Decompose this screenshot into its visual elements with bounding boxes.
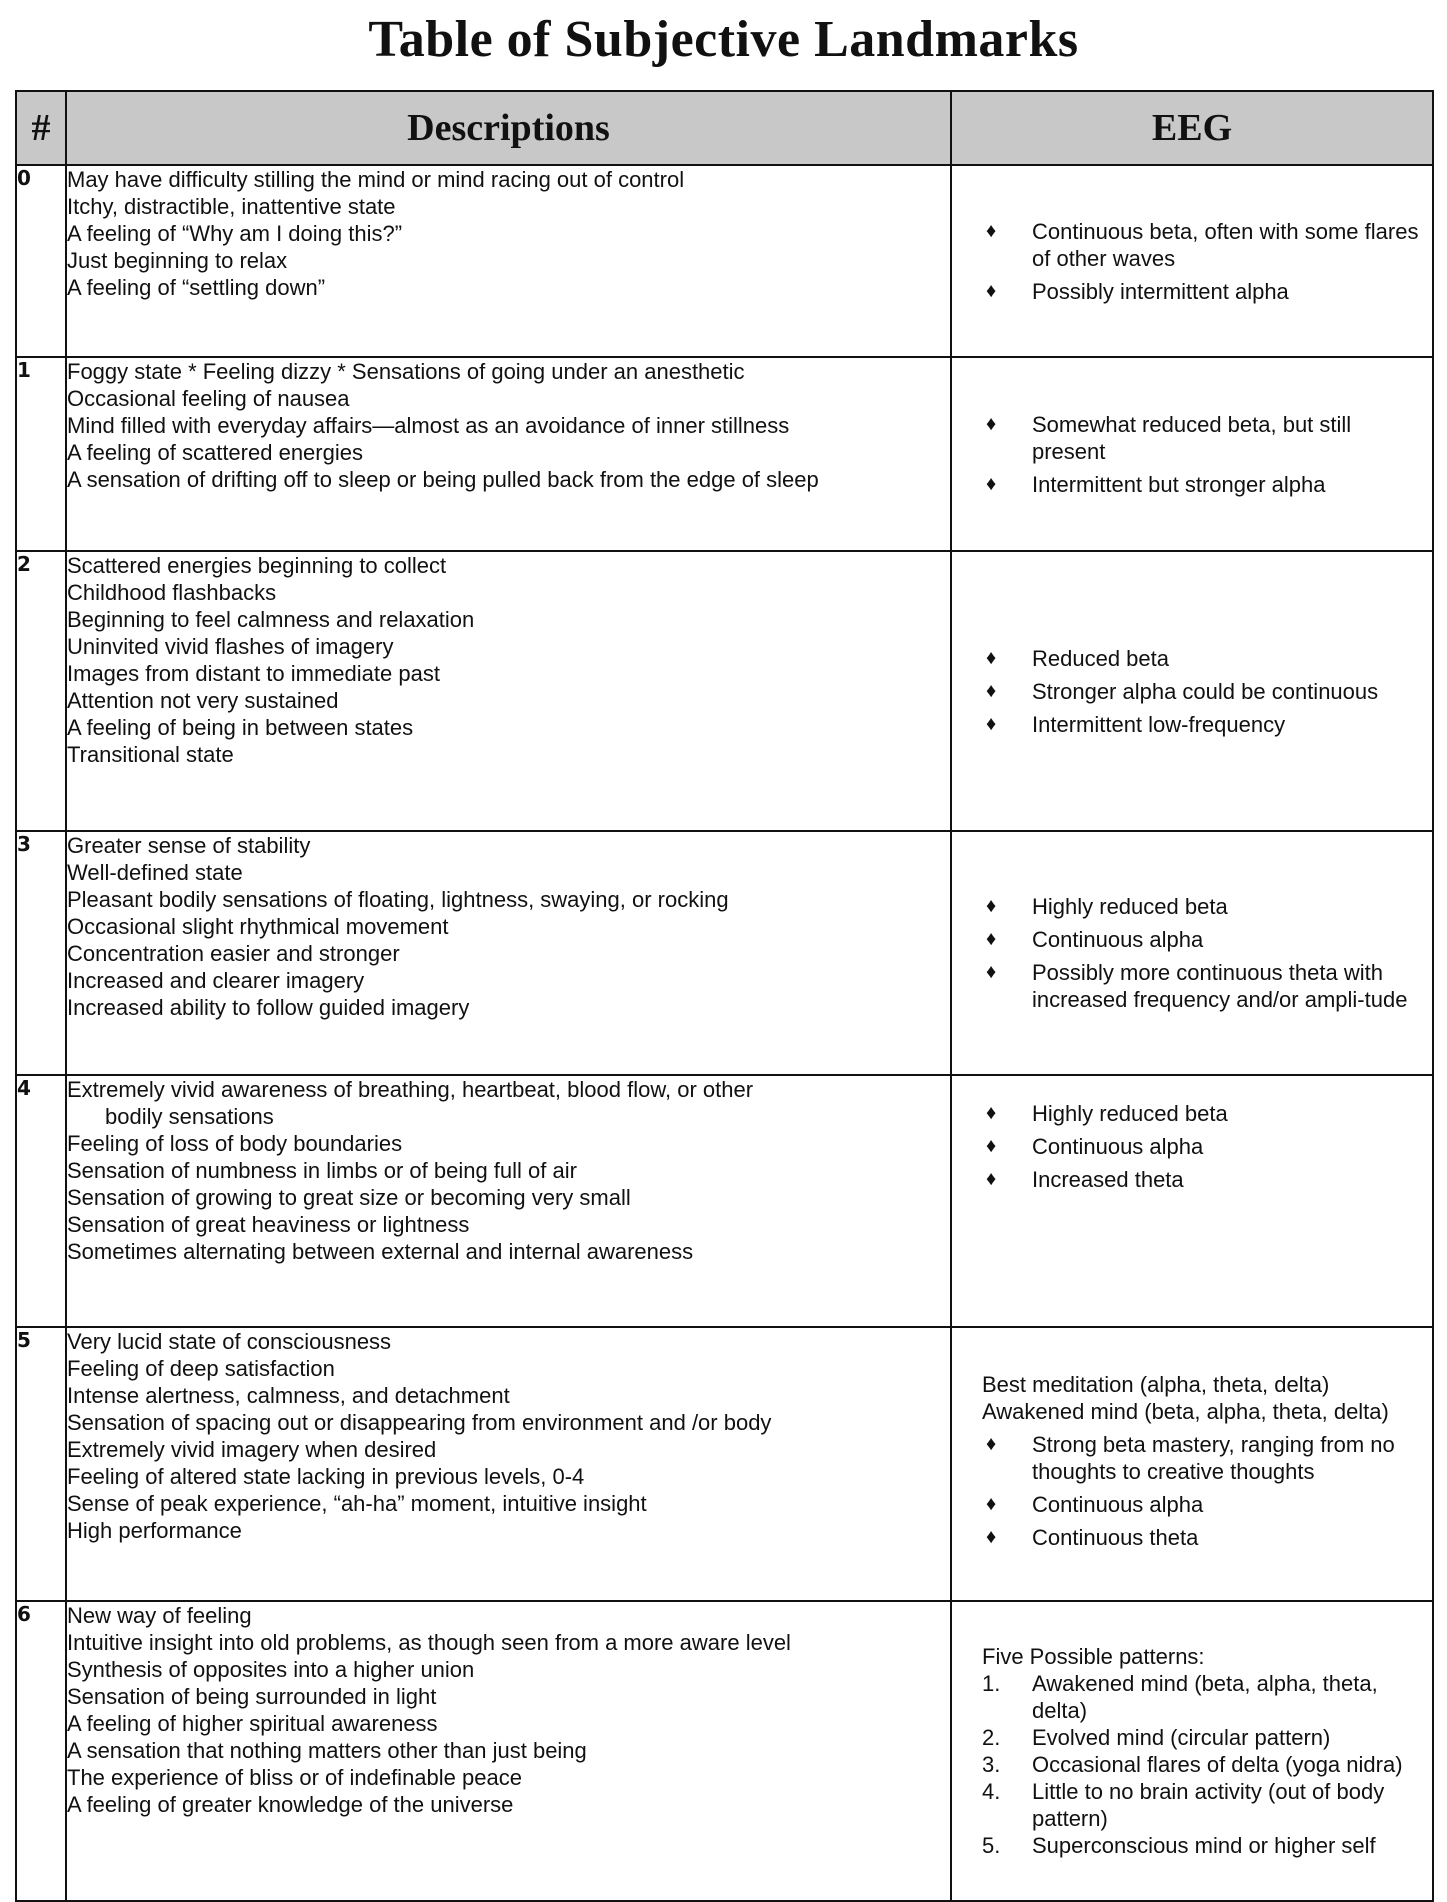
pattern-item [982,1724,1420,1751]
description-line: Mind filled with everyday affairs—almost as an avoidance of inner stillness [67,413,790,438]
pattern-number: 3. [982,1752,1001,1777]
eeg-text: Continuous alpha [1032,1492,1204,1517]
pattern-number: 2. [982,1725,1001,1750]
diamond-bullet-icon: ♦ [986,1135,997,1157]
diamond-bullet-icon: ♦ [986,219,997,242]
description-line: Scattered energies beginning to collect [67,553,447,578]
description-line: Pleasant bodily sensations of floating, lightness, swaying, or rocking [67,887,729,912]
description-line: High performance [67,1518,242,1543]
description-line: Sense of peak experience, “ah-ha” moment, intuitive insight [67,1491,647,1516]
diamond-bullet-icon: ♦ [986,961,997,983]
eeg-bullet-item [982,1133,1420,1160]
eeg-text: Strong beta mastery, ranging from no thoughts to creative thoughts [1032,1432,1395,1484]
description-line: A feeling of higher spiritual awareness [67,1711,438,1736]
description-line: Sensation of spacing out or disappearing from environment and /or body [67,1410,772,1435]
row-descriptions [66,1075,951,1327]
row-number: 2 [16,551,66,831]
eeg-bullet-item [982,1491,1420,1518]
page-title: Table of Subjective Landmarks [368,11,1079,68]
row-eeg [951,1601,1433,1901]
row-number: 5 [16,1327,66,1601]
description-line: A sensation that nothing matters other than just being [67,1738,587,1763]
diamond-bullet-icon: ♦ [986,1526,997,1548]
pattern-item [982,1778,1420,1832]
row-number: 6 [16,1601,66,1901]
diamond-bullet-icon: ♦ [986,412,997,435]
eeg-bullet-item [982,926,1420,953]
row-number: 1 [16,357,66,551]
diamond-bullet-icon: ♦ [986,1493,997,1515]
row-descriptions [66,357,951,551]
diamond-bullet-icon: ♦ [986,1433,997,1455]
eeg-bullet-item [982,959,1420,1013]
diamond-bullet-icon: ♦ [986,895,997,917]
description-line: Images from distant to immediate past [67,661,440,686]
pattern-text: Awakened mind (beta, alpha, theta, delta) [1032,1671,1378,1723]
description-line: A feeling of scattered energies [67,440,363,465]
pattern-number: 4. [982,1779,1001,1804]
diamond-bullet-icon: ♦ [986,1102,997,1124]
pattern-text: Superconscious mind or higher self [1032,1833,1376,1858]
eeg-text: Continuous alpha [1032,927,1204,952]
eeg-text: Highly reduced beta [1032,1101,1228,1126]
description-line: May have difficulty stilling the mind or mind racing out of control [67,167,685,192]
eeg-bullet-item [982,711,1420,738]
pattern-item [982,1832,1420,1859]
description-line: Beginning to feel calmness and relaxation [67,607,475,632]
eeg-intro-line: Best meditation (alpha, theta, delta) [982,1372,1330,1397]
table-row [16,1601,1433,1901]
description-line: Uninvited vivid flashes of imagery [67,634,394,659]
header-descriptions: Descriptions [66,91,951,165]
table-row [16,1327,1433,1601]
eeg-text: Possibly intermittent alpha [1032,278,1289,304]
eeg-bullet-item [982,678,1420,705]
description-line: Feeling of deep satisfaction [67,1356,335,1381]
eeg-bullet-item [982,645,1420,672]
table-row [16,551,1433,831]
eeg-bullet-item [982,218,1420,272]
row-eeg [951,1327,1433,1601]
description-line: Just beginning to relax [67,248,288,273]
row-number: 3 [16,831,66,1075]
description-line: A feeling of being in between states [67,715,414,740]
eeg-text: Intermittent but stronger alpha [1032,471,1326,497]
table-row [16,165,1433,357]
table-row [16,831,1433,1075]
row-eeg [951,551,1433,831]
description-line: Feeling of loss of body boundaries [67,1131,403,1156]
description-line: Intense alertness, calmness, and detachment [67,1383,510,1408]
row-eeg [951,165,1433,357]
row-descriptions [66,831,951,1075]
description-line: Extremely vivid imagery when desired [67,1437,437,1462]
eeg-bullet-item [982,411,1420,465]
eeg-text: Possibly more continuous theta with increased frequency and/or ampli-tude [1032,960,1408,1012]
row-eeg [951,1075,1433,1327]
table-row [16,357,1433,551]
description-line: Synthesis of opposites into a higher union [67,1657,475,1682]
description-line: Extremely vivid awareness of breathing, heartbeat, blood flow, or other [67,1077,754,1102]
eeg-bullet-item [982,278,1420,305]
description-line: Intuitive insight into old problems, as though seen from a more aware level [67,1630,791,1655]
description-line: Sensation of numbness in limbs or of being full of air [67,1158,577,1183]
diamond-bullet-icon: ♦ [986,928,997,950]
table-header-row [16,91,1433,165]
description-line: Itchy, distractible, inattentive state [67,194,396,219]
description-line: Sometimes alternating between external and internal awareness [67,1239,694,1264]
diamond-bullet-icon: ♦ [986,646,997,669]
diamond-bullet-icon: ♦ [986,472,997,495]
diamond-bullet-icon: ♦ [986,712,997,735]
description-line: The experience of bliss or of indefinable peace [67,1765,522,1790]
description-line: New way of feeling [67,1603,252,1628]
eeg-intro-line: Five Possible patterns: [982,1644,1205,1669]
row-descriptions [66,1327,951,1601]
eeg-bullet-item [982,1100,1420,1127]
description-line: Sensation of great heaviness or lightness [67,1212,470,1237]
row-eeg [951,357,1433,551]
eeg-text: Highly reduced beta [1032,894,1228,919]
eeg-text: Continuous alpha [1032,1134,1204,1159]
eeg-text: Reduced beta [1032,645,1169,671]
description-line: Feeling of altered state lacking in previous levels, 0-4 [67,1464,585,1489]
description-line: Transitional state [67,742,234,767]
description-line: A feeling of “Why am I doing this?” [67,221,403,246]
eeg-text: Increased theta [1032,1167,1184,1192]
landmarks-table [15,90,1434,1902]
description-line: Increased and clearer imagery [67,968,365,993]
row-descriptions [66,165,951,357]
pattern-item [982,1751,1420,1778]
pattern-number: 5. [982,1833,1001,1858]
description-line: A feeling of “settling down” [67,275,326,300]
pattern-item [982,1670,1420,1724]
eeg-bullet-item [982,1431,1420,1485]
description-line: Sensation of growing to great size or becoming very small [67,1185,631,1210]
diamond-bullet-icon: ♦ [986,679,997,702]
eeg-text: Continuous beta, often with some flares of other waves [1032,218,1419,271]
eeg-text: Stronger alpha could be continuous [1032,678,1379,704]
description-line: Well-defined state [67,860,243,885]
description-line: Occasional slight rhythmical movement [67,914,449,939]
row-number: 0 [16,165,66,357]
description-line: A sensation of drifting off to sleep or being pulled back from the edge of sleep [67,467,819,492]
diamond-bullet-icon: ♦ [986,1168,997,1190]
description-line: A feeling of greater knowledge of the universe [67,1792,514,1817]
description-line: Sensation of being surrounded in light [67,1684,437,1709]
row-descriptions [66,551,951,831]
pattern-text: Occasional flares of delta (yoga nidra) [1032,1752,1403,1777]
table-row [16,1075,1433,1327]
row-eeg [951,831,1433,1075]
description-line: Attention not very sustained [67,688,339,713]
eeg-intro-line: Awakened mind (beta, alpha, theta, delta) [982,1399,1389,1424]
pattern-text: Little to no brain activity (out of body pattern) [1032,1779,1385,1831]
row-number: 4 [16,1075,66,1327]
eeg-text: Intermittent low-frequency [1032,711,1286,737]
eeg-bullet-item [982,1166,1420,1193]
eeg-text: Continuous theta [1032,1525,1199,1550]
row-descriptions [66,1601,951,1901]
header-num: # [16,91,66,165]
description-line: bodily sensations [105,1104,274,1129]
diamond-bullet-icon: ♦ [986,279,997,302]
pattern-text: Evolved mind (circular pattern) [1032,1725,1331,1750]
header-eeg: EEG [951,91,1433,165]
description-line: Occasional feeling of nausea [67,386,350,411]
description-line: Very lucid state of consciousness [67,1329,392,1354]
eeg-text: Somewhat reduced beta, but still present [1032,411,1352,464]
description-line: Greater sense of stability [67,833,311,858]
eeg-bullet-item [982,893,1420,920]
eeg-bullet-item [982,471,1420,498]
pattern-number: 1. [982,1671,1001,1696]
description-line: Childhood flashbacks [67,580,277,605]
eeg-bullet-item [982,1524,1420,1551]
description-line: Increased ability to follow guided imagery [67,995,470,1020]
description-line: Concentration easier and stronger [67,941,400,966]
description-line: Foggy state * Feeling dizzy * Sensations of going under an anesthetic [67,359,745,384]
